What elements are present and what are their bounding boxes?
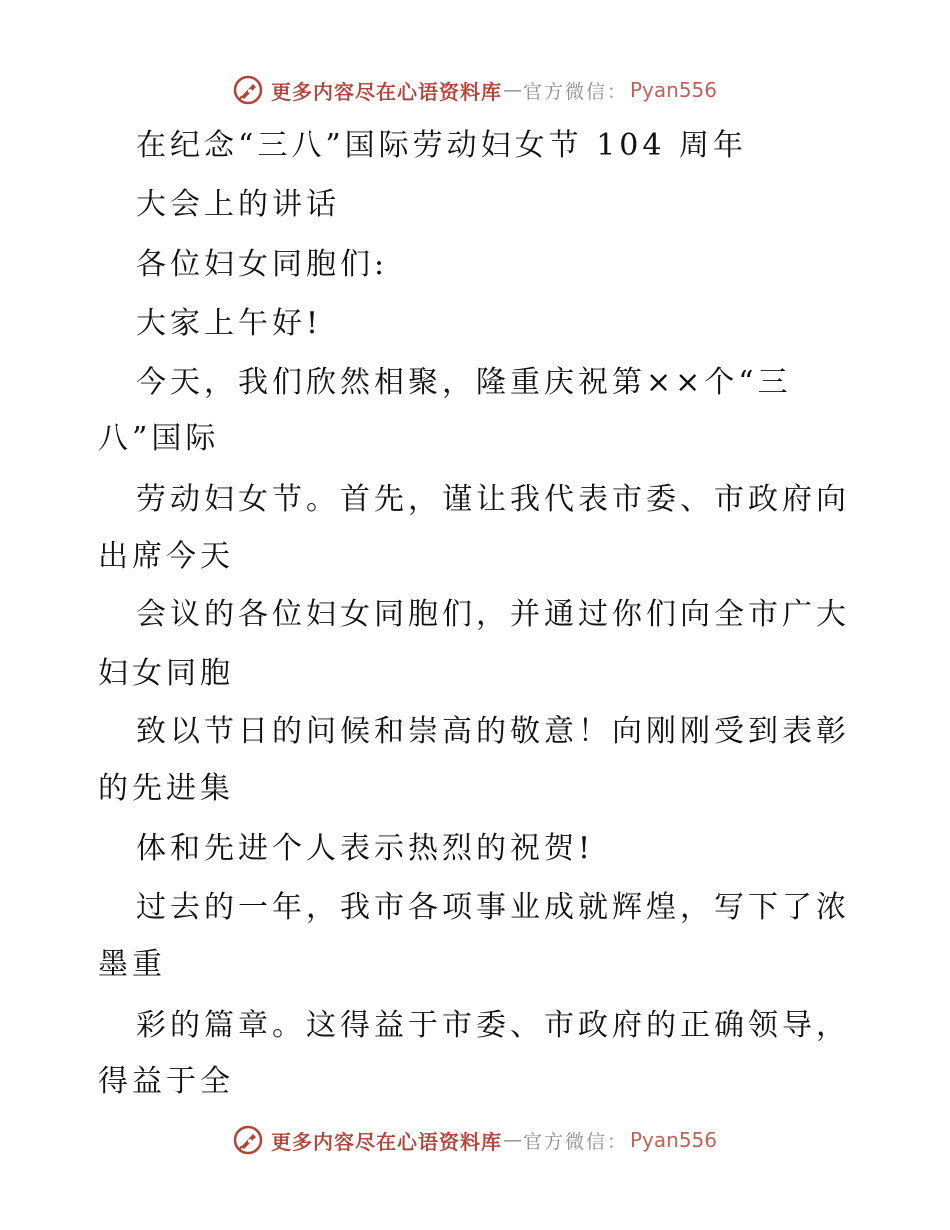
body-line: 今天，我们欣然相聚，隆重庆祝第××个“三	[136, 365, 792, 400]
document-title-line-2: 大会上的讲话	[136, 187, 340, 222]
body-line: 出席今天	[98, 539, 234, 574]
quill-pen-logo-icon	[233, 1125, 263, 1155]
body-line: 致以节日的问候和崇高的敬意！向刚刚受到表彰	[136, 714, 850, 749]
body-line: 彩的篇章。这得益于市委、市政府的正确领导，	[136, 1008, 850, 1043]
body-line: 妇女同胞	[98, 656, 234, 691]
watermark-banner-bottom	[0, 1120, 950, 1160]
body-line: 八”国际	[98, 421, 220, 456]
document-title-line-1: 在纪念“三八”国际劳动妇女节 104 周年	[136, 128, 748, 163]
watermark-account: Pyan556	[630, 78, 718, 102]
greeting: 大家上午好!	[136, 306, 323, 341]
body-line: 得益于全	[98, 1064, 234, 1099]
watermark-colon: ：	[606, 80, 626, 103]
body-line: 劳动妇女节。首先，谨让我代表市委、市政府向	[136, 482, 850, 517]
watermark-account: Pyan556	[630, 1128, 718, 1152]
quill-pen-logo-icon	[233, 75, 263, 105]
watermark-banner-top	[0, 70, 950, 110]
body-line: 过去的一年，我市各项事业成就辉煌，写下了浓	[136, 890, 850, 925]
watermark-label: 官方微信	[522, 1130, 607, 1153]
watermark-dash: —	[502, 1129, 522, 1151]
body-line: 体和先进个人表示热烈的祝贺!	[136, 831, 595, 866]
watermark-label: 官方微信	[522, 80, 607, 103]
body-line: 墨重	[98, 947, 166, 982]
watermark-brand-text: 更多内容尽在心语资料库	[270, 1129, 502, 1154]
watermark-dash: —	[502, 79, 522, 101]
body-line: 会议的各位妇女同胞们，并通过你们向全市广大	[136, 597, 850, 632]
watermark-brand-text: 更多内容尽在心语资料库	[270, 79, 502, 104]
salutation: 各位妇女同胞们:	[136, 247, 389, 282]
body-line: 的先进集	[98, 771, 234, 806]
watermark-colon: ：	[606, 1130, 626, 1153]
